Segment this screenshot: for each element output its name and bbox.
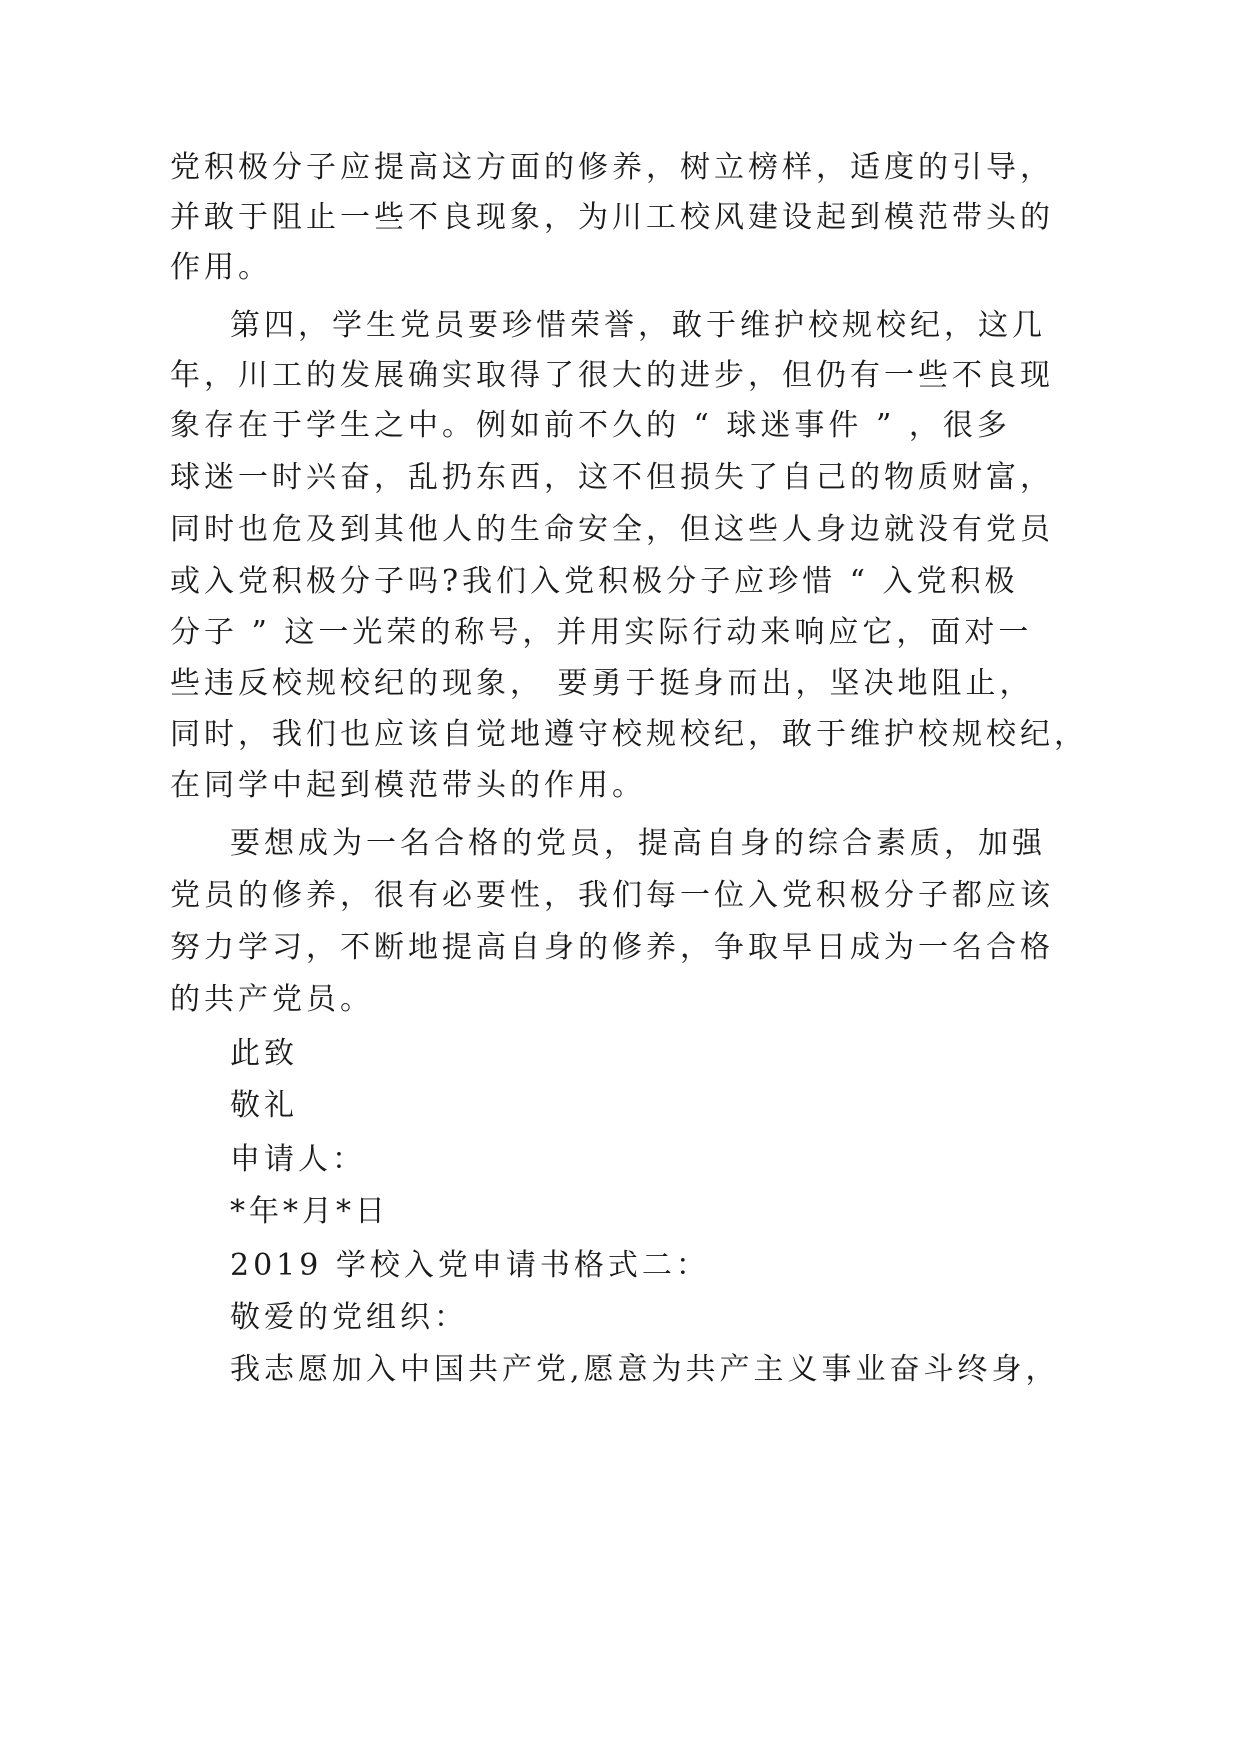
text-line: 要想成为一名合格的党员，提高自身的综合素质，加强 xyxy=(230,826,1046,861)
text-line: 同时也危及到其他人的生命安全，但这些人身边就没有党员 xyxy=(170,512,1054,547)
text-line: 党积极分子应提高这方面的修养，树立榜样，适度的引导， xyxy=(170,150,1054,185)
text-line: 我志愿加入中国共产党,愿意为共产主义事业奋斗终身， xyxy=(230,1352,1060,1387)
text-line: 球迷一时兴奋，乱扔东西，这不但损失了自己的物质财富， xyxy=(170,460,1054,495)
text-line: *年*月*日 xyxy=(230,1194,389,1229)
text-line: 象存在于学生之中。例如前不久的 “ 球迷事件 ” ，很多 xyxy=(170,408,1011,443)
text-line: 的共产党员。 xyxy=(170,982,374,1017)
text-line: 此致 xyxy=(230,1036,298,1071)
text-line: 2019 学校入党申请书格式二： xyxy=(230,1248,710,1283)
text-line: 在同学中起到模范带头的作用。 xyxy=(170,768,646,803)
text-line: 年，川工的发展确实取得了很大的进步，但仍有一些不良现 xyxy=(170,358,1054,393)
text-line: 第四，学生党员要珍惜荣誉，敢于维护校规校纪，这几 xyxy=(230,308,1046,343)
text-line: 同时，我们也应该自觉地遵守校规校纪，敢于维护校规校纪， xyxy=(170,717,1088,752)
text-line: 党员的修养，很有必要性，我们每一位入党积极分子都应该 xyxy=(170,878,1054,913)
text-line: 努力学习，不断地提高自身的修养，争取早日成为一名合格 xyxy=(170,930,1054,965)
text-line: 并敢于阻止一些不良现象，为川工校风建设起到模范带头的 xyxy=(170,200,1054,235)
text-line: 敬爱的党组织： xyxy=(230,1300,468,1335)
text-line: 分子 ” 这一光荣的称号，并用实际行动来响应它，面对一 xyxy=(170,615,1033,650)
text-line: 敬礼 xyxy=(230,1088,298,1123)
text-line: 些违反校规校纪的现象， 要勇于挺身而出，坚决地阻止， xyxy=(170,666,1034,701)
text-line: 或入党积极分子吗?我们入党积极分子应珍惜 “ 入党积极 xyxy=(170,564,1019,599)
text-line: 申请人： xyxy=(230,1142,366,1177)
text-line: 作用。 xyxy=(170,250,272,285)
